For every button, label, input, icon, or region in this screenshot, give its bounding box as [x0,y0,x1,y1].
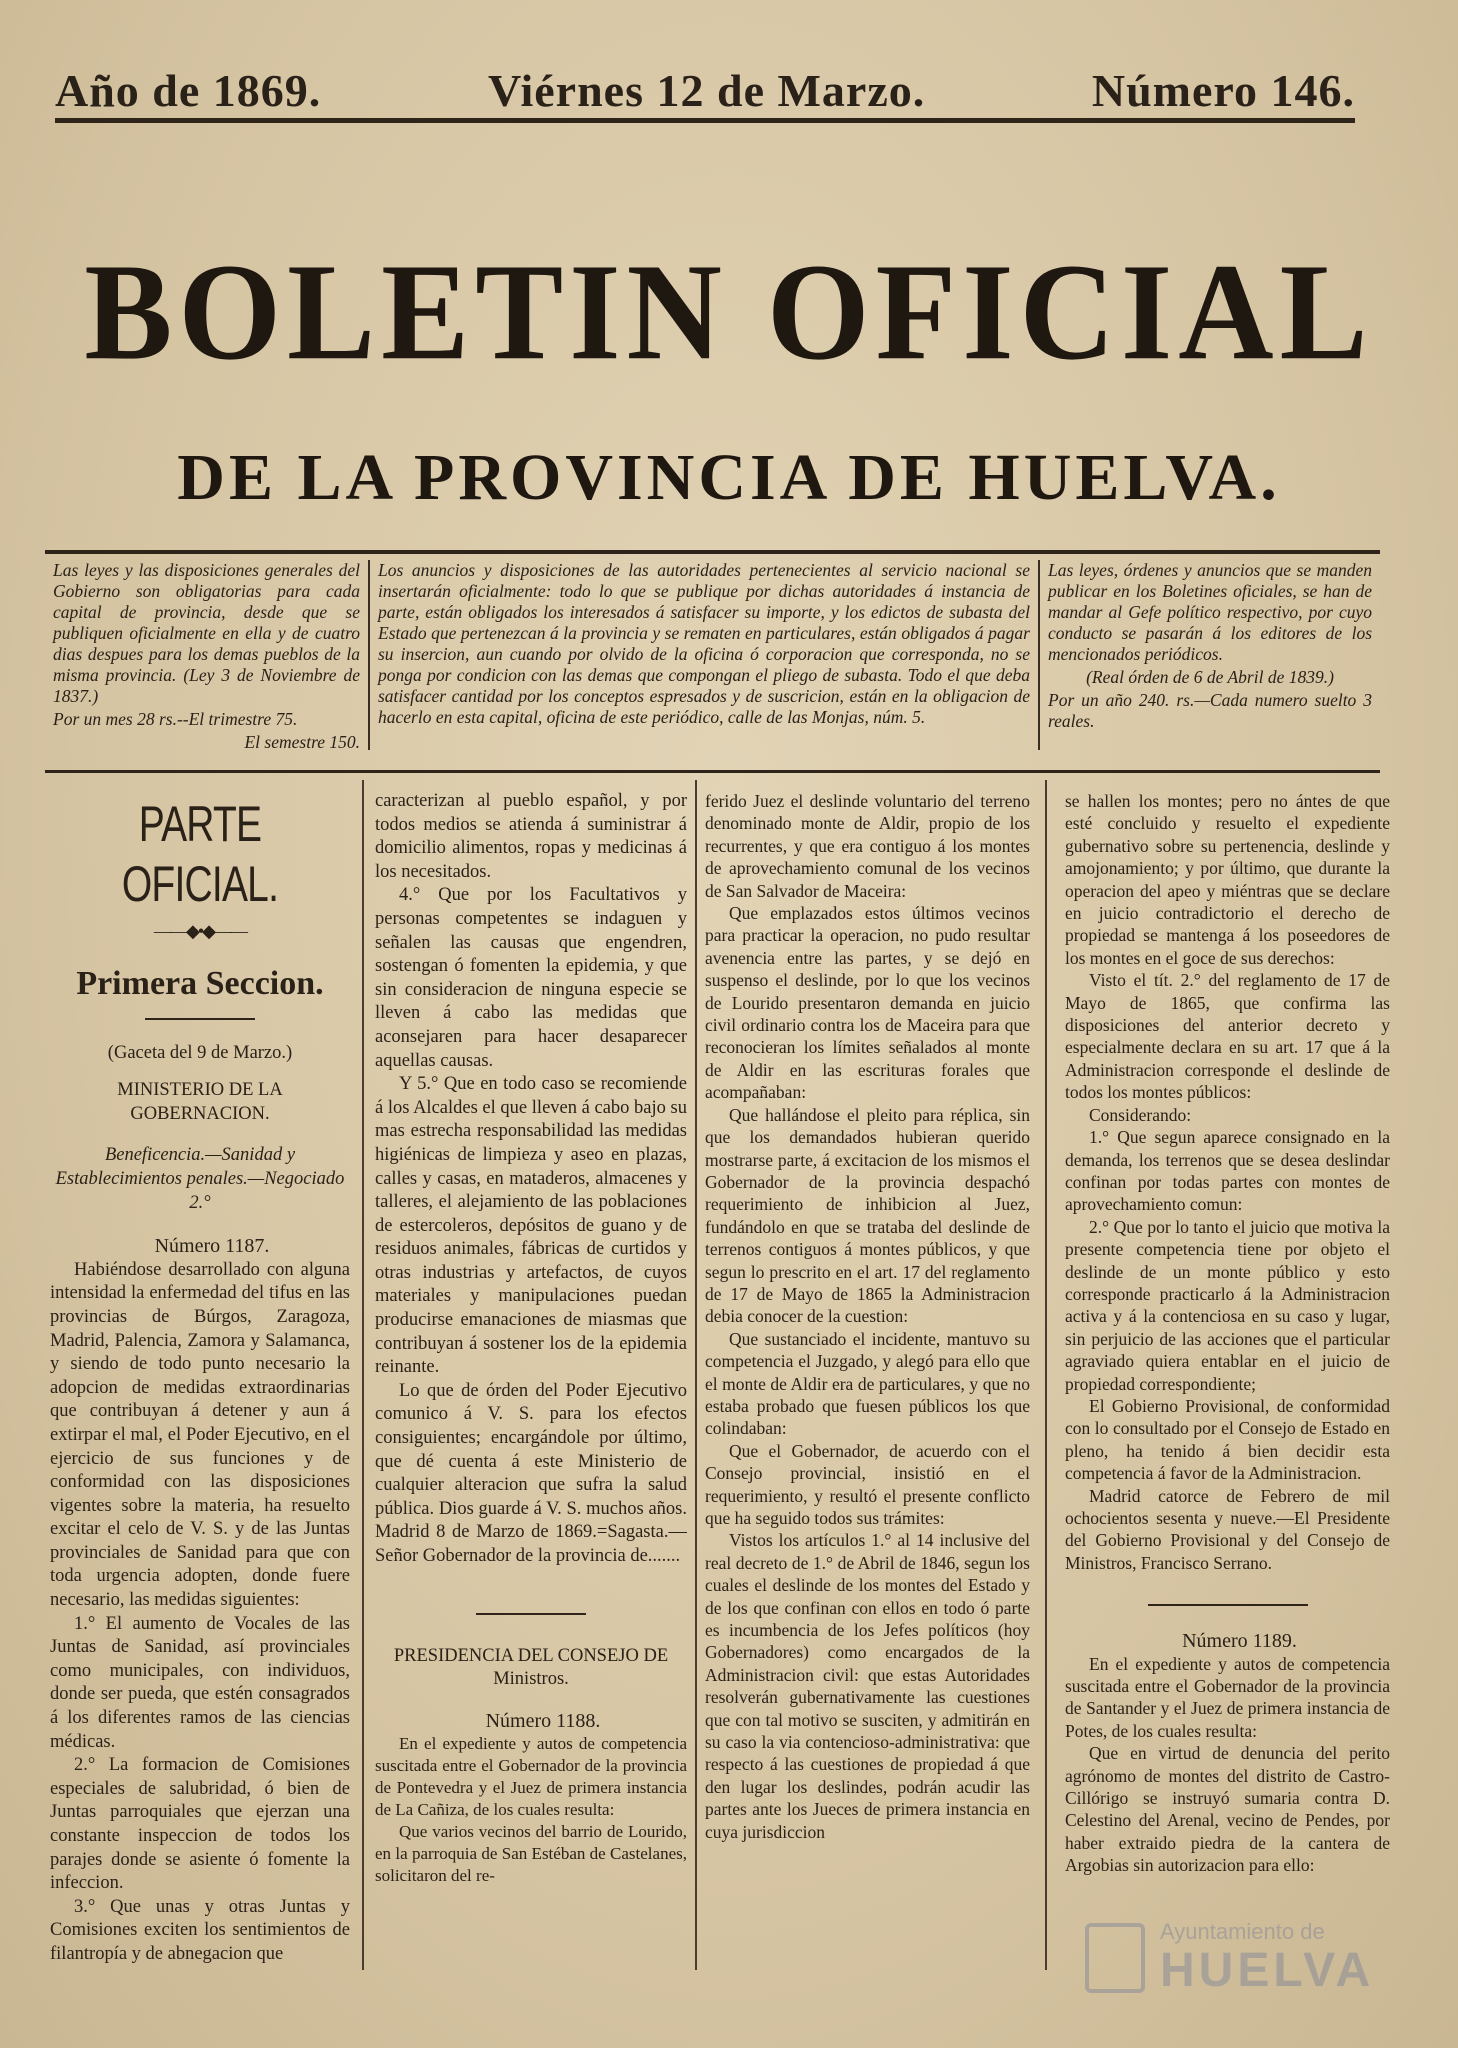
archive-watermark [1085,1915,1385,2005]
short-rule [145,1018,255,1020]
subject-line: Beneficencia.—Sanidad y Establecimientos penales.—Negociado 2.° [55,1145,345,1213]
short-rule [476,1613,586,1615]
paragraph: Que emplazados estos últimos vecinos para practicar la operacion, no pudo resultar avenencia entre las partes, y se dejó en suspenso el deslinde, por lo que los vecinos de Lourido presentaron demanda en juicio civil ordinario contra los de Maceira para que reconocieran los límites señalados al monte de Aldir en las escrituras forales que acompañaban: [705,903,1030,1103]
column-2 [375,790,687,1970]
decree-number: Número 1188. [485,1709,601,1732]
decree-number: Número 1187. [154,1235,270,1258]
gaceta-ref: (Gaceta del 9 de Marzo.) [107,1042,293,1063]
notice-left [45,560,370,750]
notice-center-text: Los anuncios y disposiciones de las autoridades pertenecientes al servicio nacional se insertarán oficialmente: todo lo que se publique por dichas autoridades á instancia de parte, están obligados los interesados á satisfacer su importe, y los edictos de subasta del Estado que pertenezcan á la provincia y se rematen en particulares, están obligados á pagar su insercion, aun cuando por olvido de la oficina ó corporacion que corresponda, no se ponga por condicion con las demas que compongan el pliego de subasta. Todo el que deba satisfacer cantidad por los conceptos espresados y de suscricion, están en la obligacion de hacerlo en esta capital, oficina de este periódico, calle de las Monjas, núm. 5. [378,560,1030,727]
notice-left-price2: El semestre 150. [244,732,360,750]
column-3 [705,790,1030,1970]
paragraph: caracterizan al pueblo español, y por todos medios se atienda á suministrar á domicilio alimentos, ropas y medicinas á los necesitados. [375,791,687,882]
watermark-small: Ayuntamiento de [1160,1919,1325,1944]
masthead-subtitle: DE LA PROVINCIA DE HUELVA. [177,441,1281,514]
paragraph: Vistos los artículos 1.° al 14 inclusive del real decreto de 1.° de Abril de 1846, segun los cuales el deslinde de los montes del Estado y de los que confinan con ellos en todo ó parte es incumbencia de los Jefes políticos (hoy Gobernadores) como encargados de la Administracion civil: que estas Autoridades resolverán gubernativamente las cuestiones que con tal motivo se susciten, y admitirán en su caso la via contencioso-administrativa: que respecto á las cuestiones de propiedad á que den lugar los deslindes, podrán acudir las partes ante los Jueces de primera instancia en cuya jurisdiccion [705,1530,1030,1842]
paragraph: 3.° Que unas y otras Juntas y Comisiones exciten los sentimientos de filantropía y de abnegacion que [50,1896,350,1964]
notice-center [370,560,1040,750]
column-divider-2 [695,780,697,1970]
paragraph: Visto el tít. 2.° del reglamento de 17 de Mayo de 1865, que confirma las disposiciones del anterior decreto y especialmente declara en su art. 17 que á la Administracion corresponde el deslinde de todos los montes públicos: [1065,970,1390,1103]
notice-left-text: Las leyes y las disposiciones generales del Gobierno son obligatorias para cada capital de provincia, desde que se publiquen oficialmente en ella y de cuatro dias despues para los demas pueblos de la misma provincia. (Ley 3 de Noviembre de 1837.) [53,560,360,706]
notices-bottom-rule [45,770,1380,773]
watermark-big: HUELVA [1160,1944,1375,1997]
paragraph: En el expediente y autos de competencia suscitada entre el Gobernador de la provincia de Santander y el Juez de primera instancia de Potes, de los cuales resulta: [1065,1653,1390,1741]
column-divider-1 [362,780,364,1970]
notice-left-price1: Por un mes 28 rs.--El trimestre 75. [53,709,298,729]
notices-top-rule [45,550,1380,554]
header-date: Viérnes 12 de Marzo. [487,64,926,116]
paragraph: Lo que de órden del Poder Ejecutivo comunico á V. S. para los efectos consiguientes; encargándole por último, que dé cuenta á este Ministerio de cualquier alteracion que sufra la salud pública. Dios guarde á V. S. muchos años. Madrid 8 de Marzo de 1869.=Sagasta.—Señor Gobernador de la provincia de....... [375,1380,687,1566]
parte-oficial-heading: PARTE OFICIAL. [121,796,279,912]
section-heading: Primera Seccion. [76,964,324,1002]
masthead-title: BOLETIN OFICIAL [84,234,1374,389]
column-4 [1065,790,1390,1970]
column-divider-3 [1045,780,1047,1970]
short-rule [1148,1604,1308,1606]
notice-right-ref: (Real órden de 6 de Abril de 1839.) [1086,667,1334,687]
considerando-label: Considerando: [1089,1104,1192,1125]
paragraph: Y 5.° Que en todo caso se recomiende á los Alcaldes el que lleven á cabo bajo su mas estrecha responsabilidad las medidas higiénicas de limpieza y aseo en plazas, calles y casas, en mataderos, almacenes y talleres, el alejamiento de las poblaciones de estercoleros, depósitos de guano y de residuos animales, fábricas de curtidos y otras industrias y artefactos, de cuyos materiales y manipulaciones puedan producirse emanaciones de miasmas que contribuyan á sostener los de la epidemia reinante. [375,1074,687,1378]
paragraph: ferido Juez el deslinde voluntario del terreno denominado monte de Aldir, propio de los recurrentes, y que era contiguo á los montes de aprovechamiento comunal de los vecinos de San Salvador de Maceira: [705,791,1030,901]
header-number: Número 146. [1091,64,1355,116]
paragraph: Que el Gobernador, de acuerdo con el Consejo provincial, insistió en el requerimiento, y resultó el presente conflicto que ha seguido todos sus trámites: [705,1440,1030,1528]
header-year: Año de 1869. [55,64,322,116]
ministerio-heading: MINISTERIO DE LA GOBERNACION. [117,1080,283,1124]
paragraph: Que hallándose el pleito para réplica, sin que los demandados hubieran querido mostrarse parte, á excitacion de los mismos el Gobernador de la provincia despachó requerimiento de inhibicion al Juez, fundándolo en que se trataba del deslinde de terrenos contiguos á montes públicos, y que segun lo prescrito en el art. 17 del reglamento de 17 de Mayo de 1865 la Administracion debia conocer de la cuestion: [705,1104,1030,1327]
paragraph: 4.° Que por los Facultativos y personas competentes se indaguen y señalen las causas que engendren, sostengan ó fomenten la epidemia, y que sin consideracion de ninguna especie se lleven á cabo las medidas que aconsejaren para hacer desaparecer aquellas causas. [375,885,687,1071]
paragraph: se hallen los montes; pero no ántes de que esté concluido y resuelto el expediente gubernativo sobre su pertenencia, deslinde y amojonamiento; y por último, que durante la operacion del apeo y miéntras que se declare en juicio contradictorio el derecho de propiedad se mantenga á los poseedores de los montes en el goce de sus derechos: [1065,791,1390,968]
paragraph: Que en virtud de denuncia del perito agrónomo de montes del distrito de Castro-Cillórigo se instruyó sumaria contra D. Celestino del Arenal, vecino de Pendes, por haber extraido piedra de la cantera de Argobias sin autorizacion para ello: [1065,1743,1390,1876]
paragraph: 1.° Que segun aparece consignado en la demanda, los terrenos que se desea deslindar confinan por todas partes con montes de aprovechamiento comun: [1065,1127,1390,1215]
column-1 [50,790,350,1970]
paragraph: 2.° Que por lo tanto el juicio que motiva la presente competencia tiene por objeto el deslinde de un monte público y esto corresponde practicarlo á la Administracion activa y á la contenciosa en su caso y lugar, sin perjuicio de las acciones que el particular agraviado quiera entablar en el juicio de propiedad correspondiente; [1065,1216,1390,1394]
paragraph: Habiéndose desarrollado con alguna intensidad la enfermedad del tifus en las provincias de Búrgos, Zaragoza, Madrid, Palencia, Zamora y Salamanca, y siendo de todo punto necesario la adopcion de medidas extraordinarias que contribuyan á detener y aun á extirpar el mal, el Poder Ejecutivo, en el ejercicio de sus funciones y de conformidad con las disposiciones vigentes sobre la materia, ha resuelto excitar el celo de V. S. y de las Juntas provinciales de Sanidad para que con toda urgencia adopten, donde fuere necesario, las medidas siguientes: [50,1259,350,1611]
header-rule [55,118,1355,123]
paragraph: Que varios vecinos del barrio de Lourido, en la parroquia de San Estéban de Castelanes, solicitaron del re- [375,1822,687,1886]
paragraph: El Gobierno Provisional, de conformidad con lo consultado por el Consejo de Estado en pleno, ha tenido á bien decidir esta competencia á favor de la Administracion. [1065,1395,1390,1484]
notice-right-text: Las leyes, órdenes y anuncios que se manden publicar en los Boletines oficiales, se han de mandar al Gefe político respectivo, por cuyo conducto se pasarán á los editores de los mencionados periódicos. [1048,560,1372,664]
notice-right [1040,560,1380,750]
notices-band [45,560,1380,750]
paragraph: 1.° El aumento de Vocales de las Juntas de Sanidad, así provinciales como municipales, con individuos, donde ser pueda, que estén consagrados á los diferentes ramos de las ciencias médicas. [50,1613,350,1752]
decree-number: Número 1189. [1182,1630,1297,1653]
presidencia-heading: PRESIDENCIA DEL CONSEJO DE Ministros. [393,1645,669,1690]
paragraph: Madrid catorce de Febrero de mil ochocientos sesenta y nueve.—El Presidente del Gobierno Provisional y del Consejo de Ministros, Francisco Serrano. [1065,1485,1390,1573]
header-line [55,60,1355,120]
paragraph: En el expediente y autos de competencia suscitada entre el Gobernador de la provincia de Pontevedra y el Juez de primera instancia de La Cañiza, de los cuales resulta: [375,1734,687,1820]
paragraph: Que sustanciado el incidente, mantuvo su competencia el Juzgado, y alegó para ello que el monte de Aldir era de particulares, y que no estaba probado que fuesen públicos los que colindaban: [705,1328,1030,1439]
notice-right-price: Por un año 240. rs.—Cada numero suelto 3 reales. [1048,690,1372,731]
city-crest-icon [1085,1923,1145,1993]
paragraph: 2.° La formacion de Comisiones especiales de salubridad, ó bien de Juntas parroquiales que ejerzan una constante inspeccion de todos los parajes donde se asiente ó fomente la infeccion. [50,1755,350,1894]
ornament-divider: ——◆•◆—— [154,921,246,941]
